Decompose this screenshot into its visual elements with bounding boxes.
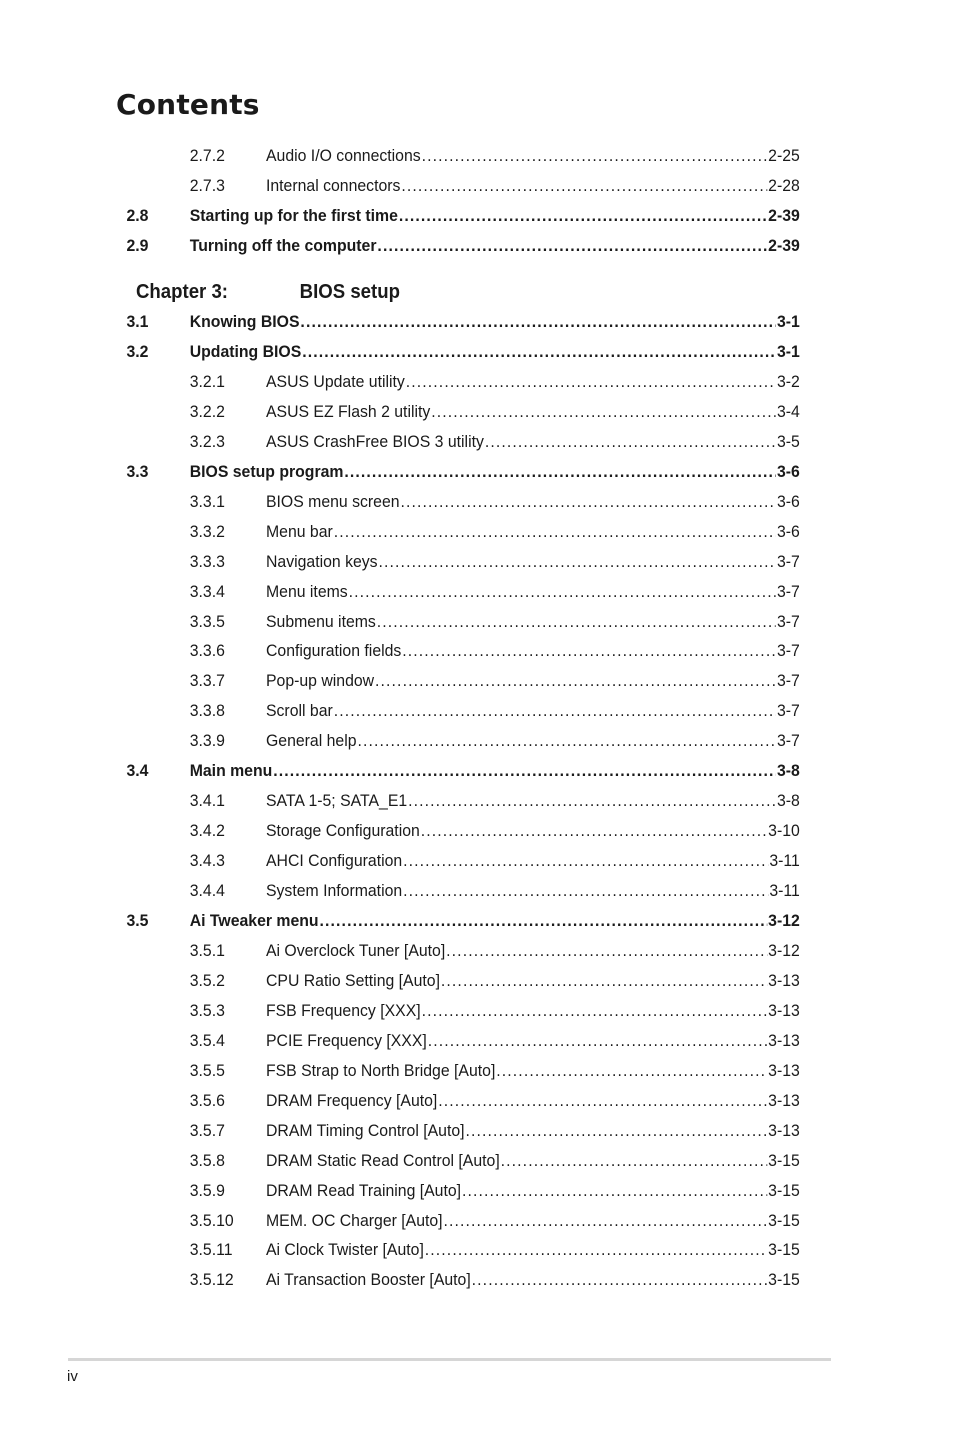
- toc-entry-page: 3-15: [768, 1150, 800, 1170]
- toc-entry-page: 3-6: [776, 461, 800, 481]
- toc-entry[interactable]: [0, 1180, 887, 1202]
- toc-entry-page: 3-8: [776, 791, 800, 811]
- toc-entry-page: 3-7: [776, 701, 800, 721]
- toc-entry-page: 3-11: [769, 851, 800, 871]
- dot-leader: [462, 1180, 767, 1202]
- toc-entry-number: 3.5.6: [189, 1090, 225, 1110]
- toc-entry-title: Ai Clock Twister [Auto]: [265, 1240, 424, 1260]
- toc-entry-page: 3-10: [768, 821, 800, 841]
- toc-entry-title: AHCI Configuration: [265, 851, 403, 871]
- toc-entry-page: 3-13: [768, 1090, 800, 1110]
- toc-entry-title: SATA 1-5; SATA_E1: [265, 791, 408, 811]
- toc-entry-number: 2.7.2: [189, 146, 225, 165]
- toc-entry[interactable]: [0, 1090, 887, 1112]
- toc-entry-page: 3-12: [768, 940, 800, 960]
- dot-leader: [320, 910, 768, 932]
- toc-entry-number: 3.4: [126, 761, 149, 781]
- toc-entry-page: 3-1: [776, 312, 800, 331]
- page-title: Contents: [116, 88, 260, 121]
- toc-entry-title: ASUS CrashFree BIOS 3 utility: [265, 431, 484, 451]
- dot-leader: [446, 940, 767, 962]
- toc-entry-title: CPU Ratio Setting [Auto]: [265, 970, 440, 990]
- toc-entry[interactable]: [0, 910, 887, 932]
- toc-entry-title: PCIE Frequency [XXX]: [265, 1030, 427, 1050]
- dot-leader: [357, 730, 776, 752]
- toc-entry-title: ASUS EZ Flash 2 utility: [265, 401, 431, 421]
- toc-entry[interactable]: [0, 790, 887, 812]
- dot-leader: [425, 1239, 767, 1261]
- toc-entry[interactable]: [0, 940, 887, 962]
- toc-entry-number: 3.4.2: [189, 821, 225, 841]
- toc-entry-number: 3.5.12: [189, 1270, 234, 1290]
- toc-entry[interactable]: [0, 670, 887, 692]
- toc-entry-page: 3-7: [776, 551, 800, 571]
- dot-leader: [431, 401, 776, 423]
- toc-entry-title: Turning off the computer: [189, 236, 377, 255]
- toc-entry-title: Ai Tweaker menu: [189, 911, 319, 930]
- toc-entry-page: 3-7: [776, 731, 800, 751]
- toc-entry-page: 3-7: [776, 671, 800, 691]
- toc-entry[interactable]: [0, 611, 887, 633]
- toc-entry-title: System Information: [265, 881, 403, 901]
- toc-entry[interactable]: [0, 1269, 887, 1291]
- toc-entry-title: Internal connectors: [265, 176, 401, 195]
- toc-entry-title: Ai Transaction Booster [Auto]: [265, 1270, 471, 1290]
- toc-entry-number: 3.5: [126, 911, 149, 930]
- toc-entry[interactable]: [0, 175, 887, 197]
- toc-entry-number: 3.4.1: [189, 791, 225, 811]
- toc-entry-page: 2-39: [768, 206, 800, 225]
- dot-leader: [465, 1120, 767, 1142]
- toc-entry-page: 3-15: [768, 1270, 800, 1290]
- toc-entry[interactable]: [0, 581, 887, 603]
- toc-entry-title: Starting up for the first time: [189, 206, 398, 225]
- toc-entry-number: 2.7.3: [189, 176, 225, 195]
- toc-entry-page: 3-12: [768, 911, 800, 930]
- toc-entry-number: 2.9: [126, 236, 149, 255]
- toc-entry-title: Audio I/O connections: [265, 146, 421, 165]
- toc-entry-title: DRAM Frequency [Auto]: [265, 1090, 438, 1110]
- toc-entry-number: 3.2.2: [189, 401, 225, 421]
- dot-leader: [422, 1000, 768, 1022]
- toc-entry-number: 3.3.8: [189, 701, 225, 721]
- toc-entry-number: 3.5.4: [189, 1030, 225, 1050]
- toc-entry[interactable]: [0, 1210, 887, 1232]
- toc-entry-title: Navigation keys: [265, 551, 378, 571]
- toc-entry[interactable]: [0, 880, 887, 902]
- toc-entry-page: 3-8: [776, 761, 800, 781]
- dot-leader: [349, 581, 776, 603]
- toc-entry-number: 3.5.8: [189, 1150, 225, 1170]
- toc-entry-page: 3-6: [776, 491, 800, 511]
- dot-leader: [501, 1150, 768, 1172]
- toc-entry-title: Ai Overclock Tuner [Auto]: [265, 940, 446, 960]
- dot-leader: [428, 1030, 768, 1052]
- toc-entry[interactable]: [0, 311, 887, 333]
- toc-entry-page: 3-2: [776, 371, 800, 391]
- dot-leader: [401, 175, 767, 197]
- toc-entry-number: 3.3: [126, 461, 149, 481]
- dot-leader: [300, 311, 776, 333]
- toc-entry-page: 3-4: [776, 401, 800, 421]
- toc-entry-page: 2-25: [768, 146, 800, 165]
- toc-entry[interactable]: [0, 431, 887, 453]
- dot-leader: [403, 850, 768, 872]
- toc-entry[interactable]: [0, 461, 887, 483]
- toc-entry-title: Scroll bar: [265, 701, 333, 721]
- toc-entry-number: 3.3.3: [189, 551, 225, 571]
- toc-entry-number: 3.4.4: [189, 881, 225, 901]
- toc-entry-title: Pop-up window: [265, 671, 375, 691]
- toc-entry[interactable]: [0, 205, 887, 227]
- dot-leader: [302, 341, 776, 363]
- toc-entry-title: DRAM Timing Control [Auto]: [265, 1120, 465, 1140]
- toc-entry-title: Main menu: [189, 761, 273, 781]
- toc-entry-number: 3.2.1: [189, 371, 225, 391]
- dot-leader: [273, 760, 776, 782]
- toc-entry[interactable]: [0, 730, 887, 752]
- dot-leader: [377, 235, 767, 257]
- dot-leader: [402, 640, 776, 662]
- toc-entry[interactable]: [0, 341, 887, 363]
- toc-entry[interactable]: [0, 1060, 887, 1082]
- dot-leader: [400, 491, 776, 513]
- dot-leader: [444, 1210, 768, 1232]
- dot-leader: [408, 790, 776, 812]
- toc-entry-title: DRAM Static Read Control [Auto]: [265, 1150, 500, 1170]
- toc-entry-title: Storage Configuration: [265, 821, 420, 841]
- toc-entry-number: 3.2: [126, 341, 149, 361]
- dot-leader: [496, 1060, 767, 1082]
- toc-entry-page: 3-15: [768, 1180, 800, 1200]
- dot-leader: [485, 431, 776, 453]
- toc-entry-title: Knowing BIOS: [189, 312, 300, 331]
- toc-entry-number: 3.3.5: [189, 611, 225, 631]
- toc-entry[interactable]: [0, 371, 887, 393]
- toc-entry-number: 3.3.2: [189, 521, 225, 541]
- toc-entry-page: 3-13: [768, 970, 800, 990]
- dot-leader: [334, 521, 776, 543]
- dot-leader: [441, 970, 767, 992]
- toc-entry-number: 3.5.7: [189, 1120, 225, 1140]
- toc-entry-number: 3.5.3: [189, 1000, 225, 1020]
- toc-entry-title: MEM. OC Charger [Auto]: [265, 1210, 443, 1230]
- dot-leader: [344, 461, 776, 483]
- toc-entry-page: 3-5: [776, 431, 800, 451]
- dot-leader: [422, 145, 768, 167]
- toc-entry-number: 3.3.1: [189, 491, 225, 511]
- toc-entry[interactable]: [0, 1000, 887, 1022]
- toc-entry-title: Menu bar: [265, 521, 333, 541]
- chapter-label: Chapter 3:: [136, 281, 228, 303]
- toc-entry[interactable]: [0, 1239, 887, 1261]
- toc-entry[interactable]: [0, 700, 887, 722]
- toc-entry-title: ASUS Update utility: [265, 371, 405, 391]
- dot-leader: [379, 551, 776, 573]
- toc-entry-number: 3.3.4: [189, 581, 225, 601]
- toc-entry[interactable]: [0, 401, 887, 423]
- toc-entry-title: BIOS menu screen: [265, 491, 400, 511]
- toc-entry-page: 3-7: [776, 581, 800, 601]
- toc-entry-page: 3-7: [776, 641, 800, 661]
- toc-entry-page: 3-6: [776, 521, 800, 541]
- dot-leader: [421, 820, 767, 842]
- toc-entry-title: Submenu items: [265, 611, 376, 631]
- toc-entry-number: 3.5.5: [189, 1060, 225, 1080]
- toc-entry-number: 3.5.9: [189, 1180, 225, 1200]
- toc-entry[interactable]: [0, 1030, 887, 1052]
- toc-entry-page: 3-13: [768, 1120, 800, 1140]
- toc-entry-number: 2.8: [126, 206, 149, 225]
- dot-leader: [403, 880, 768, 902]
- toc-entry-title: Updating BIOS: [189, 341, 302, 361]
- toc-entry[interactable]: [0, 640, 887, 662]
- toc-entry[interactable]: [0, 235, 887, 257]
- toc-entry-page: 3-13: [768, 1000, 800, 1020]
- toc-entry-title: Configuration fields: [265, 641, 402, 661]
- toc-entry[interactable]: [0, 760, 887, 782]
- toc-entry-page: 3-1: [776, 341, 800, 361]
- toc-entry-title: DRAM Read Training [Auto]: [265, 1180, 462, 1200]
- toc-entry-title: FSB Frequency [XXX]: [265, 1000, 421, 1020]
- dot-leader: [399, 205, 767, 227]
- toc-entry-page: 3-15: [768, 1210, 800, 1230]
- toc-entry-number: 3.4.3: [189, 851, 225, 871]
- toc-entry-number: 3.5.2: [189, 970, 225, 990]
- toc-entry[interactable]: [0, 1120, 887, 1142]
- dot-leader: [377, 611, 776, 633]
- dot-leader: [438, 1090, 767, 1112]
- toc-entry-title: General help: [265, 731, 357, 751]
- toc-entry-number: 3.3.9: [189, 731, 225, 751]
- dot-leader: [334, 700, 776, 722]
- dot-leader: [375, 670, 776, 692]
- toc-entry-title: BIOS setup program: [189, 461, 344, 481]
- toc-entry-page: 3-13: [768, 1030, 800, 1050]
- toc-entry[interactable]: [0, 970, 887, 992]
- chapter-name: BIOS setup: [299, 281, 400, 303]
- footer-divider: [68, 1358, 831, 1361]
- toc-entry-page: 3-13: [768, 1060, 800, 1080]
- toc-entry[interactable]: [0, 145, 887, 167]
- toc-entry[interactable]: [0, 491, 887, 513]
- toc-entry-number: 3.2.3: [189, 431, 225, 451]
- toc-entry[interactable]: [0, 551, 887, 573]
- toc-entry[interactable]: [0, 850, 887, 872]
- toc-entry-number: 3.3.6: [189, 641, 225, 661]
- toc-entry-number: 3.3.7: [189, 671, 225, 691]
- toc-entry[interactable]: [0, 820, 887, 842]
- toc-entry-page: 3-7: [776, 611, 800, 631]
- toc-entry-page: 3-15: [768, 1240, 800, 1260]
- toc-entry[interactable]: [0, 1150, 887, 1172]
- toc-entry-number: 3.5.1: [189, 940, 225, 960]
- dot-leader: [472, 1269, 768, 1291]
- toc-entry-title: Menu items: [265, 581, 348, 601]
- toc-entry-page: 2-28: [768, 176, 800, 195]
- page-number: iv: [67, 1368, 78, 1385]
- toc-entry-title: FSB Strap to North Bridge [Auto]: [265, 1060, 496, 1080]
- toc-entry[interactable]: [0, 521, 887, 543]
- toc-entry-page: 2-39: [768, 236, 800, 255]
- toc-entry-number: 3.1: [126, 312, 149, 331]
- toc-entry-page: 3-11: [769, 881, 800, 901]
- toc-entry-number: 3.5.10: [189, 1210, 234, 1230]
- toc-entry-number: 3.5.11: [189, 1240, 233, 1260]
- dot-leader: [406, 371, 776, 393]
